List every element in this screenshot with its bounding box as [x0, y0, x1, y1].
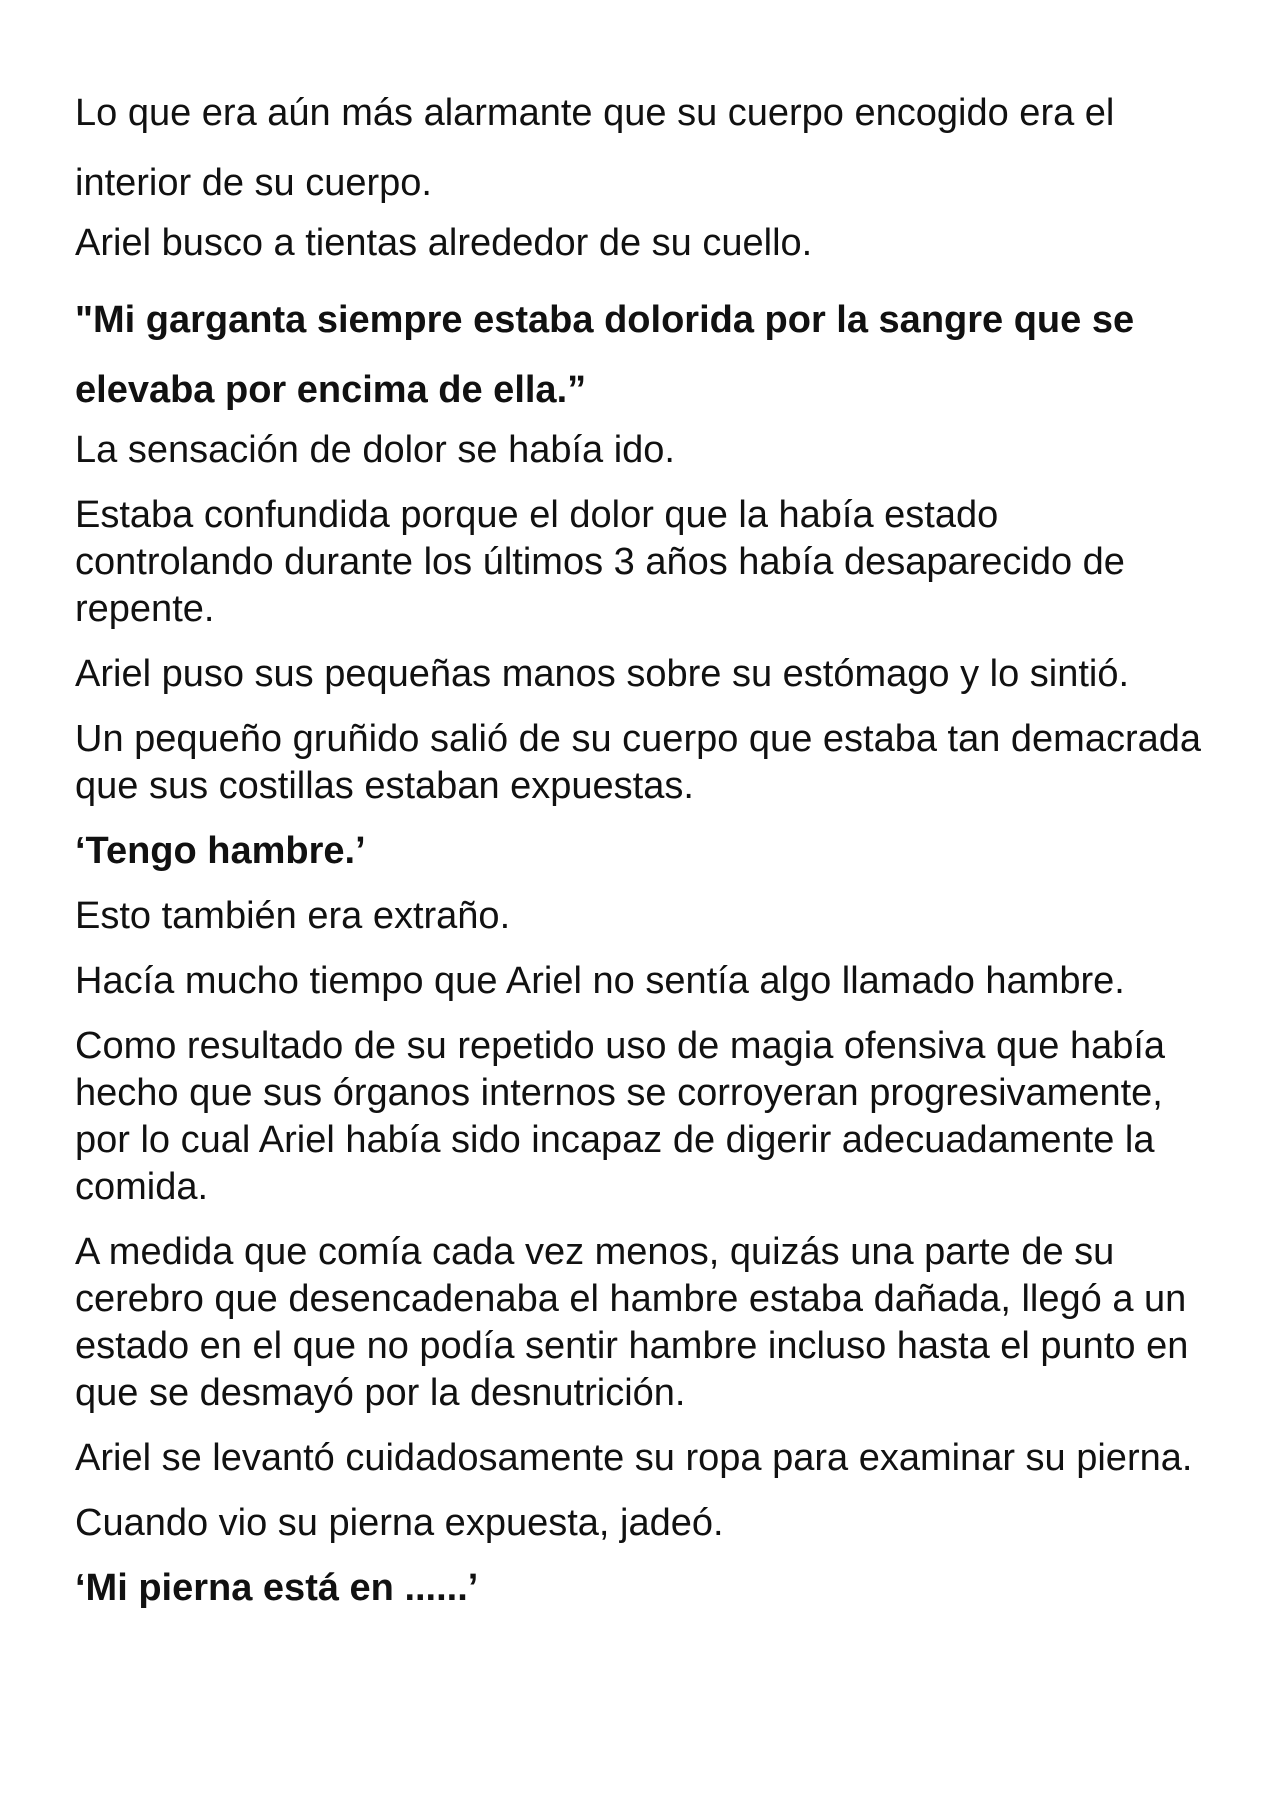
document-page — [75, 78, 1205, 1630]
paragraph-hungry-thought: ‘Tengo hambre.’ — [75, 830, 366, 872]
paragraph-leg-thought: ‘Mi pierna está en ......’ — [75, 1567, 479, 1609]
paragraph-gasp: Cuando vio su pierna expuesta, jadeó. — [75, 1502, 724, 1544]
paragraph-throat-quote: "Mi garganta siempre estaba dolorida por la sangre que se elevaba por encima de ella.” — [75, 299, 1135, 411]
paragraph-growl: Un pequeño gruñido salió de su cuerpo que estaba tan demacrada que sus costillas estaban expuestas. — [75, 718, 1202, 807]
paragraph-pain-gone: La sensación de dolor se había ido. — [75, 429, 675, 471]
paragraph-body-throat-intro: Lo que era aún más alarmante que su cuerpo encogido era el interior de su cuerpo. — [75, 92, 1115, 204]
paragraph-hands-stomach: Ariel puso sus pequeñas manos sobre su estómago y lo sintió. — [75, 653, 1130, 695]
paragraph-examine-leg: Ariel se levantó cuidadosamente su ropa para examinar su pierna. — [75, 1437, 1193, 1479]
paragraph-long-time: Hacía mucho tiempo que Ariel no sentía algo llamado hambre. — [75, 960, 1125, 1002]
paragraph-neck-grope: Ariel busco a tientas alrededor de su cuello. — [75, 222, 813, 264]
paragraph-confused: Estaba confundida porque el dolor que la había estado controlando durante los últimos 3 años había desaparecido de repente. — [75, 494, 1125, 630]
paragraph-magic-result: Como resultado de su repetido uso de magia ofensiva que había hecho que sus órganos internos se corroyeran progresivamente, por lo cual Ariel había sido incapaz de digerir adecuadamente la comida. — [75, 1025, 1166, 1208]
paragraph-malnutrition: A medida que comía cada vez menos, quizás una parte de su cerebro que desencadenaba el hambre estaba dañada, llegó a un estado en el que no podía sentir hambre incluso hasta el punto en que se desmayó por la desnutrición. — [75, 1231, 1189, 1414]
paragraph-strange: Esto también era extraño. — [75, 895, 511, 937]
